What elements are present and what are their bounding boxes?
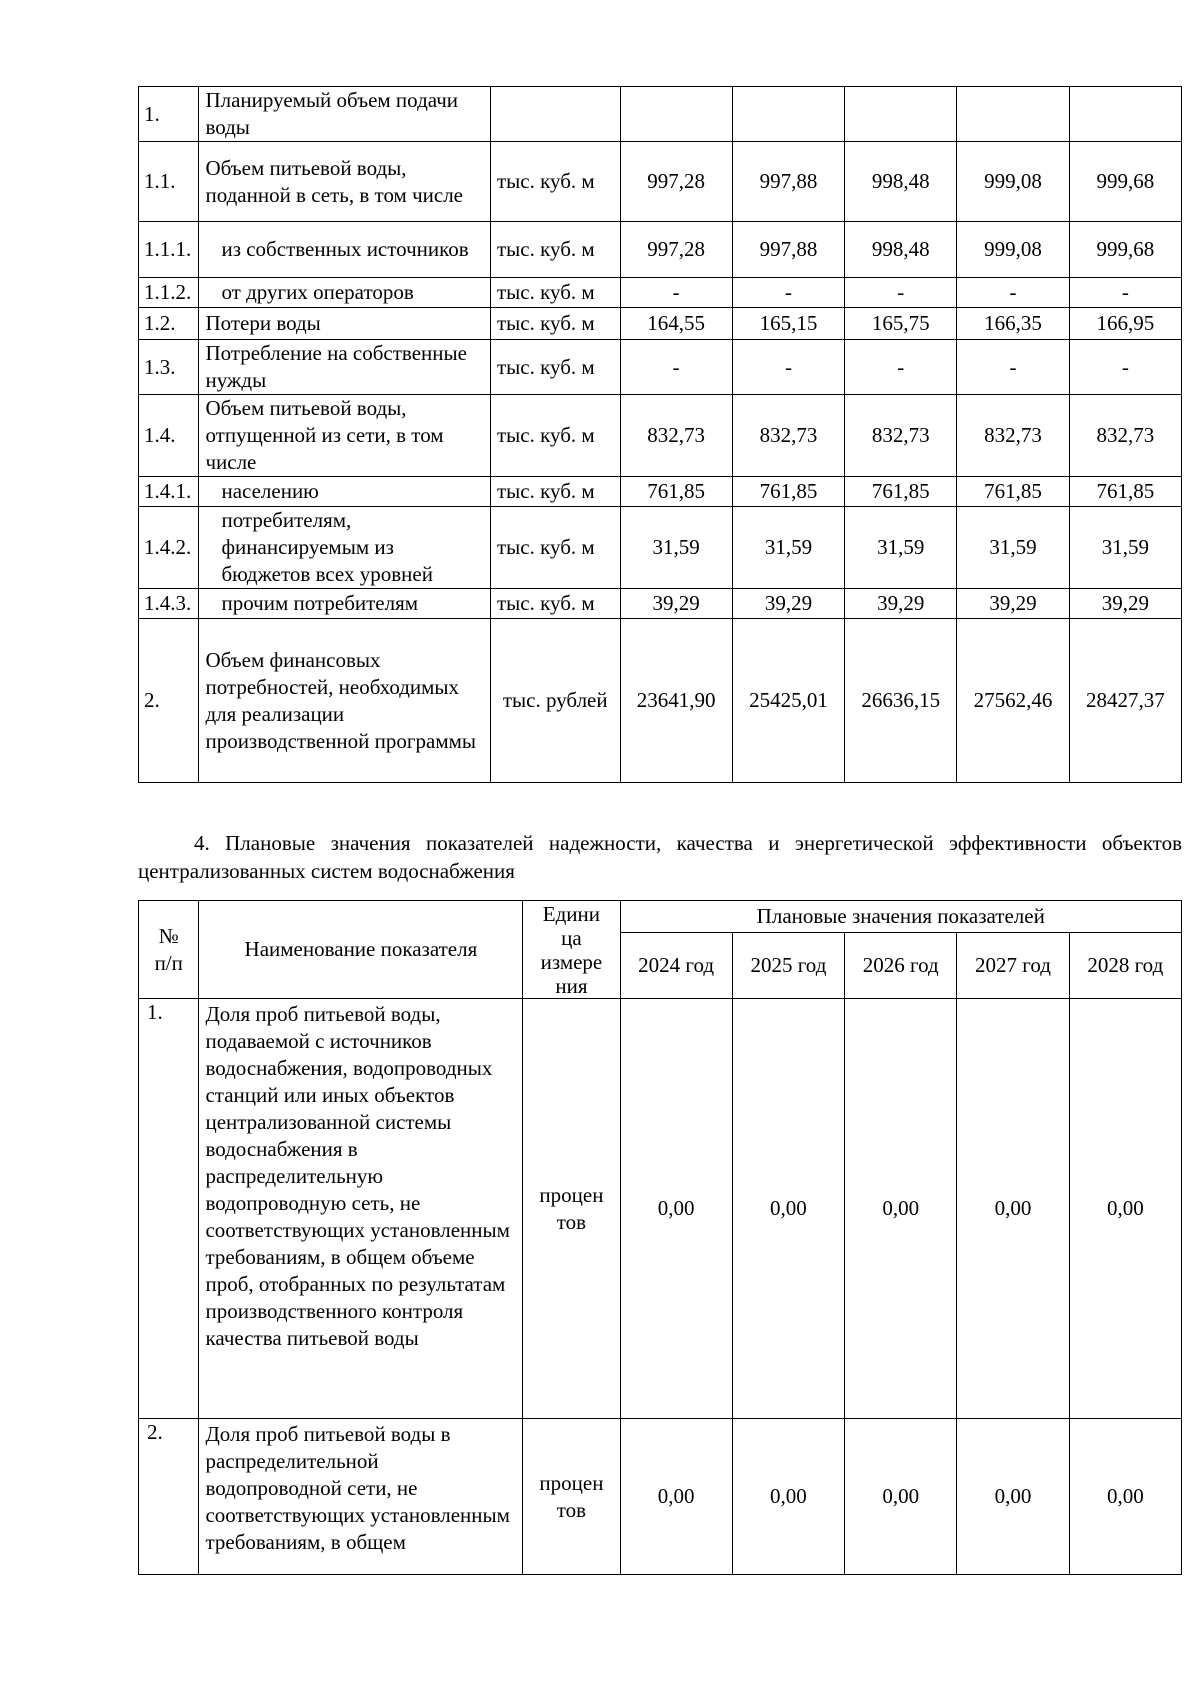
row-value: 832,73: [732, 395, 844, 477]
row-value: 761,85: [957, 477, 1069, 507]
row-unit: тыс. куб. м: [490, 589, 620, 619]
row-value: 998,48: [845, 142, 957, 222]
row-name: Объем питьевой воды, поданной в сеть, в том числе: [199, 142, 491, 222]
row-value: 0,00: [732, 999, 844, 1419]
row-value: 761,85: [732, 477, 844, 507]
header-year: 2028 год: [1069, 933, 1181, 999]
row-value: 0,00: [732, 1419, 844, 1575]
reliability-indicators-table: [138, 900, 1182, 1575]
header-num: № п/п: [139, 901, 199, 999]
row-name: Потребление на собственные нужды: [199, 340, 491, 395]
row-unit: тыс. куб. м: [490, 142, 620, 222]
row-number: 1.: [139, 87, 199, 142]
header-unit: Едини ца измере ния: [523, 901, 620, 999]
row-unit: тыс. куб. м: [490, 477, 620, 507]
row-value: 997,88: [732, 142, 844, 222]
row-value: 832,73: [1069, 395, 1181, 477]
row-value: -: [620, 278, 732, 308]
row-value: 0,00: [1069, 1419, 1181, 1575]
row-number: 1.1.2.: [139, 278, 199, 308]
row-value: -: [845, 278, 957, 308]
row-number: 1.4.1.: [139, 477, 199, 507]
header-year: 2024 год: [620, 933, 732, 999]
row-value: 0,00: [957, 1419, 1069, 1575]
row-value: 832,73: [845, 395, 957, 477]
row-unit: тыс. куб. м: [490, 507, 620, 589]
row-value: 761,85: [1069, 477, 1181, 507]
row-name: Потери воды: [199, 308, 491, 340]
row-value: -: [732, 340, 844, 395]
row-value: 39,29: [620, 589, 732, 619]
header-year: 2026 год: [845, 933, 957, 999]
row-name: Объем питьевой воды, отпущенной из сети, в том числе: [199, 395, 491, 477]
row-unit: процен тов: [523, 1419, 620, 1575]
row-value: -: [1069, 340, 1181, 395]
row-value: 997,28: [620, 142, 732, 222]
header-name: Наименование показателя: [199, 901, 523, 999]
row-value: 761,85: [845, 477, 957, 507]
row-value: 997,28: [620, 222, 732, 278]
row-value: 761,85: [620, 477, 732, 507]
row-number: 1.4.2.: [139, 507, 199, 589]
table-row: [139, 395, 1182, 477]
table-row: [139, 278, 1182, 308]
row-number: 2.: [139, 619, 199, 783]
row-name: от других операторов: [199, 278, 491, 308]
section-4-heading: 4. Плановые значения показателей надежности, качества и энергетической эффективности объектов централизованных систем водоснабжения: [138, 831, 1182, 883]
table-row: [139, 308, 1182, 340]
row-value: 998,48: [845, 222, 957, 278]
row-value: [620, 87, 732, 142]
row-name: потребителям, финансируемым из бюджетов всех уровней: [199, 507, 491, 589]
row-unit: тыс. куб. м: [490, 395, 620, 477]
row-value: 26636,15: [845, 619, 957, 783]
row-name: Доля проб питьевой воды в распределительной водопроводной сети, не соответствующих установленным требованиям, в общем: [199, 1419, 523, 1575]
row-value: 832,73: [620, 395, 732, 477]
row-value: -: [845, 340, 957, 395]
row-name: Доля проб питьевой воды, подаваемой с источников водоснабжения, водопроводных станций или иных объектов централизованной системы водоснабжения в распределительную водопроводную сеть, не соответствующих установленным требованиям, в общем объеме проб, отобранных по результатам производственного контроля качества питьевой воды: [199, 999, 523, 1419]
row-unit: [490, 87, 620, 142]
header-group: Плановые значения показателей: [620, 901, 1182, 933]
table-row: [139, 222, 1182, 278]
row-value: 999,68: [1069, 142, 1181, 222]
row-value: 25425,01: [732, 619, 844, 783]
table-row: [139, 999, 1182, 1419]
row-number: 1.3.: [139, 340, 199, 395]
production-volume-table: [138, 86, 1182, 783]
table-row: [139, 619, 1182, 783]
row-number: 2.: [139, 1419, 199, 1575]
row-value: [845, 87, 957, 142]
row-value: 27562,46: [957, 619, 1069, 783]
row-value: 166,95: [1069, 308, 1181, 340]
row-value: 832,73: [957, 395, 1069, 477]
row-value: 39,29: [732, 589, 844, 619]
row-number: 1.: [139, 999, 199, 1419]
row-value: 31,59: [732, 507, 844, 589]
row-value: 165,75: [845, 308, 957, 340]
row-name: Планируемый объем подачи воды: [199, 87, 491, 142]
table-row: [139, 477, 1182, 507]
row-unit: тыс. рублей: [490, 619, 620, 783]
row-value: 997,88: [732, 222, 844, 278]
row-value: 999,08: [957, 142, 1069, 222]
row-value: 0,00: [845, 1419, 957, 1575]
row-value: 999,68: [1069, 222, 1181, 278]
table-row: [139, 1419, 1182, 1575]
table-row: [139, 87, 1182, 142]
row-value: 39,29: [1069, 589, 1181, 619]
row-value: 165,15: [732, 308, 844, 340]
row-value: 0,00: [620, 999, 732, 1419]
row-value: 31,59: [957, 507, 1069, 589]
row-value: 31,59: [620, 507, 732, 589]
row-unit: процен тов: [523, 999, 620, 1419]
row-number: 1.4.3.: [139, 589, 199, 619]
row-number: 1.1.: [139, 142, 199, 222]
row-value: 28427,37: [1069, 619, 1181, 783]
row-value: 0,00: [1069, 999, 1181, 1419]
row-name: прочим потребителям: [199, 589, 491, 619]
row-value: [957, 87, 1069, 142]
row-value: 0,00: [957, 999, 1069, 1419]
row-unit: тыс. куб. м: [490, 308, 620, 340]
row-value: -: [732, 278, 844, 308]
table-row: [139, 142, 1182, 222]
row-value: [732, 87, 844, 142]
row-value: 39,29: [845, 589, 957, 619]
row-value: 39,29: [957, 589, 1069, 619]
header-year: 2027 год: [957, 933, 1069, 999]
header-year: 2025 год: [732, 933, 844, 999]
row-number: 1.2.: [139, 308, 199, 340]
row-value: 166,35: [957, 308, 1069, 340]
row-number: 1.1.1.: [139, 222, 199, 278]
row-value: 23641,90: [620, 619, 732, 783]
row-value: 999,08: [957, 222, 1069, 278]
row-name: Объем финансовых потребностей, необходимых для реализации производственной программы: [199, 619, 491, 783]
row-name: из собственных источников: [199, 222, 491, 278]
row-value: -: [957, 340, 1069, 395]
row-value: -: [620, 340, 732, 395]
row-name: населению: [199, 477, 491, 507]
row-unit: тыс. куб. м: [490, 278, 620, 308]
row-unit: тыс. куб. м: [490, 222, 620, 278]
row-value: 31,59: [845, 507, 957, 589]
row-value: -: [957, 278, 1069, 308]
row-value: 0,00: [845, 999, 957, 1419]
row-unit: тыс. куб. м: [490, 340, 620, 395]
row-value: 164,55: [620, 308, 732, 340]
row-number: 1.4.: [139, 395, 199, 477]
row-value: -: [1069, 278, 1181, 308]
row-value: 31,59: [1069, 507, 1181, 589]
row-value: [1069, 87, 1181, 142]
table-row: [139, 589, 1182, 619]
table-row: [139, 340, 1182, 395]
row-value: 0,00: [620, 1419, 732, 1575]
table-row: [139, 507, 1182, 589]
